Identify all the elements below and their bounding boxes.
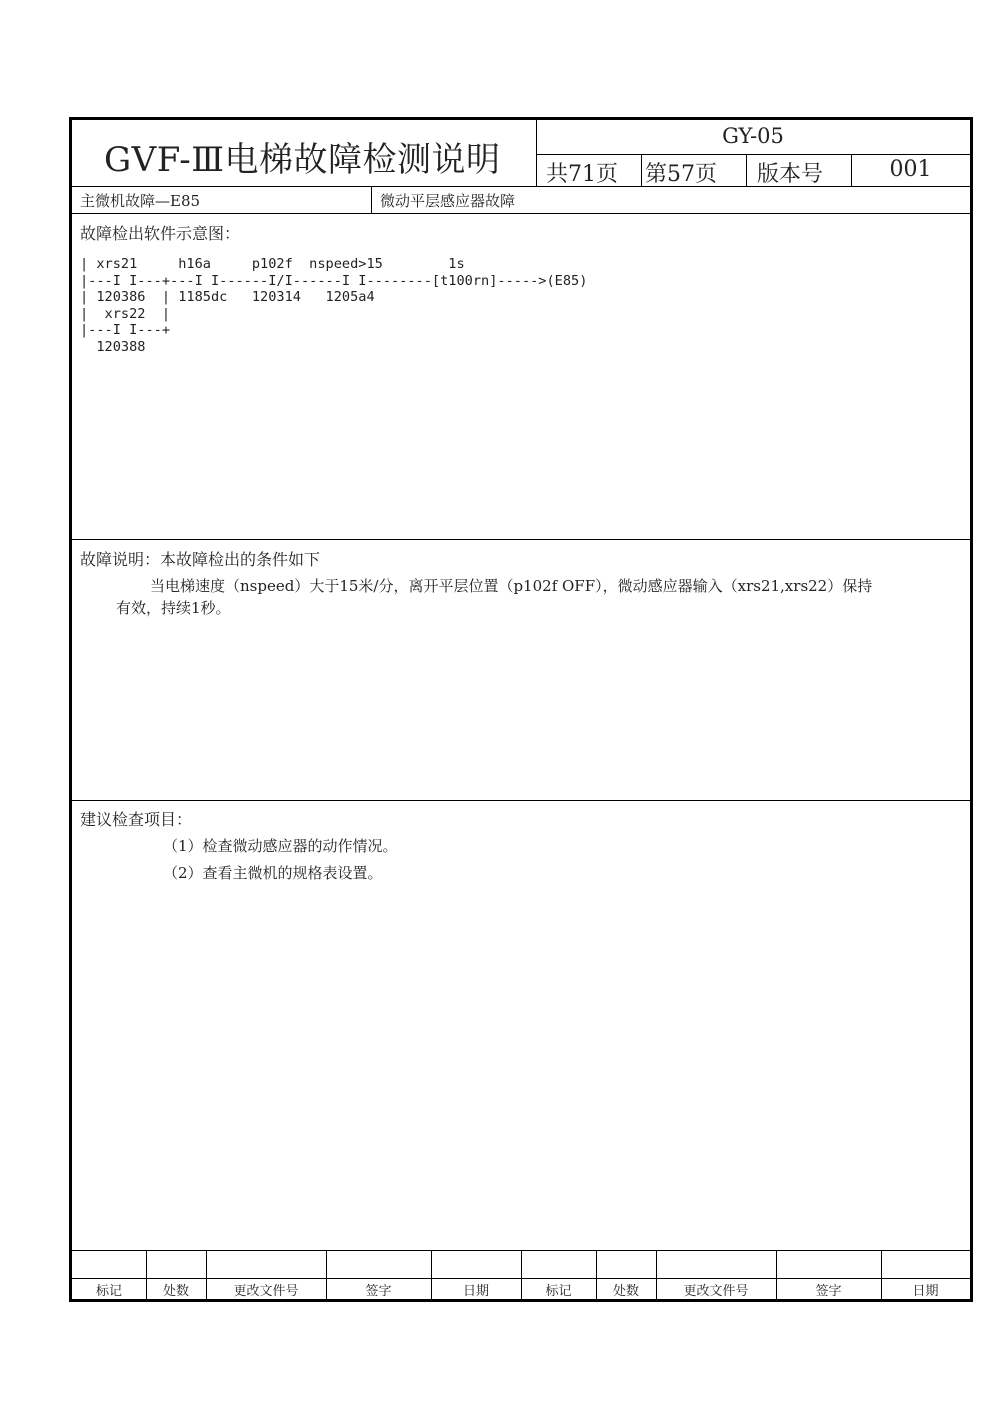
description-line-1: 当电梯速度（nspeed）大于15米/分，离开平层位置（p102f OFF），微动感应器输入（xrs21,xrs22）保持 bbox=[150, 577, 873, 595]
footer-label-signature: 签字 bbox=[365, 1284, 392, 1299]
footer-label-signature: 签字 bbox=[815, 1284, 842, 1299]
description-heading: 故障说明：本故障检出的条件如下 bbox=[80, 550, 321, 569]
diagram-heading: 故障检出软件示意图： bbox=[80, 224, 241, 243]
ladder-diagram: | xrs21 h16a p102f nspeed>15 1s |---I I---+---I I------I/I------I I--------[t100rn]----->(E85) | 120386 | 1185dc 120314 1205a4 | xrs22 | |---I I---+ 120388 bbox=[80, 256, 588, 355]
version-value: 001 bbox=[889, 157, 932, 182]
version-label: 版本号 bbox=[757, 162, 824, 187]
header-divider bbox=[746, 154, 747, 187]
footer-label-date: 日期 bbox=[462, 1284, 489, 1299]
footer-label-mark: 标记 bbox=[95, 1284, 122, 1299]
document-code: GY-05 bbox=[722, 124, 784, 148]
footer-label-count: 处数 bbox=[162, 1284, 189, 1299]
footer-label-change-doc: 更改文件号 bbox=[683, 1284, 749, 1299]
suggestion-item: （1）检查微动感应器的动作情况。 bbox=[163, 837, 398, 855]
description-line-2: 有效，持续1秒。 bbox=[116, 599, 231, 617]
header-divider bbox=[536, 154, 970, 155]
section-divider bbox=[371, 186, 372, 213]
footer-label-mark: 标记 bbox=[545, 1284, 572, 1299]
header-divider bbox=[641, 154, 642, 187]
footer-label-change-doc: 更改文件号 bbox=[233, 1284, 299, 1299]
fault-name: 微动平层感应器故障 bbox=[380, 192, 516, 210]
total-pages: 共71页 bbox=[546, 162, 618, 187]
section-divider bbox=[72, 539, 970, 540]
section-divider bbox=[72, 213, 970, 214]
suggestions-heading: 建议检查项目： bbox=[80, 810, 193, 829]
document-title: GVF-Ⅲ电梯故障检测说明 bbox=[104, 140, 501, 180]
section-divider bbox=[72, 800, 970, 801]
suggestion-item: （2）查看主微机的规格表设置。 bbox=[163, 864, 383, 882]
footer-label-date: 日期 bbox=[912, 1284, 939, 1299]
section-divider bbox=[72, 186, 970, 187]
footer-label-count: 处数 bbox=[612, 1284, 639, 1299]
page-number: 第57页 bbox=[645, 162, 717, 187]
fault-category: 主微机故障—E85 bbox=[80, 192, 201, 210]
